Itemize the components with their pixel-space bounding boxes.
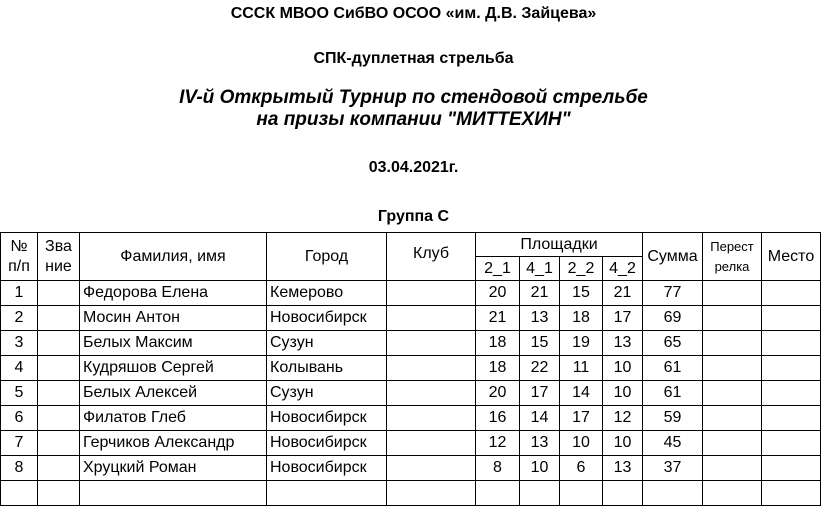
cell-place bbox=[762, 381, 821, 406]
cell-station-2-1: 20 bbox=[476, 281, 520, 306]
cell-sum bbox=[643, 481, 703, 506]
cell-num: 3 bbox=[1, 331, 38, 356]
cell-num: 5 bbox=[1, 381, 38, 406]
cell-place bbox=[762, 456, 821, 481]
cell-station-2-1: 16 bbox=[476, 406, 520, 431]
cell-station-2-1: 12 bbox=[476, 431, 520, 456]
cell-station-4-2: 21 bbox=[603, 281, 643, 306]
cell-city bbox=[267, 481, 387, 506]
header-stations: Площадки bbox=[476, 233, 643, 257]
cell-station-2-2: 14 bbox=[560, 381, 603, 406]
cell-sum: 45 bbox=[643, 431, 703, 456]
cell-rank bbox=[38, 456, 80, 481]
cell-station-4-1: 15 bbox=[520, 331, 560, 356]
tournament-title-line2: на призы компании "МИТТЕХИН" bbox=[256, 109, 571, 130]
cell-station-2-2: 17 bbox=[560, 406, 603, 431]
cell-shootoff bbox=[703, 331, 762, 356]
cell-num: 8 bbox=[1, 456, 38, 481]
group-title: Группа С bbox=[377, 208, 450, 225]
header-place: Место bbox=[762, 233, 821, 281]
cell-club bbox=[387, 356, 476, 381]
cell-club bbox=[387, 456, 476, 481]
cell-shootoff bbox=[703, 281, 762, 306]
cell-station-4-2: 13 bbox=[603, 331, 643, 356]
header-station-4-1: 4_1 bbox=[520, 257, 560, 281]
cell-place bbox=[762, 306, 821, 331]
cell-name: Белых Максим bbox=[80, 331, 267, 356]
header-num: № п/п bbox=[1, 233, 38, 281]
cell-station-4-2: 13 bbox=[603, 456, 643, 481]
cell-club bbox=[387, 406, 476, 431]
cell-station-4-1: 10 bbox=[520, 456, 560, 481]
cell-shootoff bbox=[703, 356, 762, 381]
cell-sum: 77 bbox=[643, 281, 703, 306]
cell-station-4-2: 12 bbox=[603, 406, 643, 431]
event-date: 03.04.2021г. bbox=[368, 159, 459, 176]
cell-station-2-1: 8 bbox=[476, 456, 520, 481]
cell-name: Мосин Антон bbox=[80, 306, 267, 331]
cell-num: 4 bbox=[1, 356, 38, 381]
table-row bbox=[1, 331, 821, 356]
header-station-2-2: 2_2 bbox=[560, 257, 603, 281]
tournament-title-line1: IV-й Открытый Турнир по стендовой стрельбе bbox=[179, 87, 648, 108]
cell-station-4-2 bbox=[603, 481, 643, 506]
cell-station-4-1: 14 bbox=[520, 406, 560, 431]
cell-name: Герчиков Александр bbox=[80, 431, 267, 456]
cell-station-4-1: 17 bbox=[520, 381, 560, 406]
cell-club bbox=[387, 306, 476, 331]
cell-station-2-1 bbox=[476, 481, 520, 506]
table-row bbox=[1, 456, 821, 481]
cell-club bbox=[387, 381, 476, 406]
cell-station-2-1: 20 bbox=[476, 381, 520, 406]
cell-num: 2 bbox=[1, 306, 38, 331]
cell-club bbox=[387, 481, 476, 506]
cell-rank bbox=[38, 431, 80, 456]
cell-station-4-1: 13 bbox=[520, 431, 560, 456]
cell-station-4-2: 10 bbox=[603, 381, 643, 406]
cell-station-2-1: 18 bbox=[476, 331, 520, 356]
organization-title: СССК МВОО СибВО ОСОО «им. Д.В. Зайцева» bbox=[230, 5, 597, 22]
cell-city: Новосибирск bbox=[267, 456, 387, 481]
cell-sum: 37 bbox=[643, 456, 703, 481]
cell-station-4-1: 22 bbox=[520, 356, 560, 381]
cell-name: Филатов Глеб bbox=[80, 406, 267, 431]
cell-sum: 61 bbox=[643, 381, 703, 406]
cell-shootoff bbox=[703, 431, 762, 456]
results-table bbox=[0, 232, 821, 506]
cell-city: Новосибирск bbox=[267, 406, 387, 431]
cell-rank bbox=[38, 356, 80, 381]
cell-station-2-2: 10 bbox=[560, 431, 603, 456]
header-city: Город bbox=[267, 233, 387, 281]
cell-place bbox=[762, 356, 821, 381]
cell-station-2-2: 11 bbox=[560, 356, 603, 381]
cell-city: Новосибирск bbox=[267, 306, 387, 331]
cell-station-4-1 bbox=[520, 481, 560, 506]
header-shootoff: Перест релка bbox=[703, 233, 762, 281]
cell-name: Федорова Елена bbox=[80, 281, 267, 306]
cell-place bbox=[762, 431, 821, 456]
cell-place bbox=[762, 406, 821, 431]
cell-place bbox=[762, 331, 821, 356]
cell-sum: 65 bbox=[643, 331, 703, 356]
header-station-4-2: 4_2 bbox=[603, 257, 643, 281]
cell-rank bbox=[38, 331, 80, 356]
cell-station-2-2: 15 bbox=[560, 281, 603, 306]
cell-num bbox=[1, 481, 38, 506]
table-row bbox=[1, 281, 821, 306]
cell-place bbox=[762, 481, 821, 506]
cell-club bbox=[387, 281, 476, 306]
cell-sum: 59 bbox=[643, 406, 703, 431]
cell-sum: 61 bbox=[643, 356, 703, 381]
header-rank: Зва ние bbox=[38, 233, 80, 281]
cell-station-2-2 bbox=[560, 481, 603, 506]
cell-station-2-2: 18 bbox=[560, 306, 603, 331]
table-row bbox=[1, 481, 821, 506]
cell-name: Хруцкий Роман bbox=[80, 456, 267, 481]
header-name: Фамилия, имя bbox=[80, 233, 267, 281]
cell-station-4-1: 21 bbox=[520, 281, 560, 306]
cell-shootoff bbox=[703, 456, 762, 481]
table-row bbox=[1, 306, 821, 331]
table-row bbox=[1, 356, 821, 381]
cell-name: Кудряшов Сергей bbox=[80, 356, 267, 381]
header-station-2-1: 2_1 bbox=[476, 257, 520, 281]
cell-station-2-1: 21 bbox=[476, 306, 520, 331]
cell-shootoff bbox=[703, 481, 762, 506]
cell-rank bbox=[38, 381, 80, 406]
cell-station-4-2: 10 bbox=[603, 431, 643, 456]
header-sum: Сумма bbox=[643, 233, 703, 281]
cell-city: Колывань bbox=[267, 356, 387, 381]
discipline-title: СПК-дуплетная стрельба bbox=[313, 50, 514, 67]
cell-station-4-1: 13 bbox=[520, 306, 560, 331]
cell-rank bbox=[38, 281, 80, 306]
cell-station-4-2: 17 bbox=[603, 306, 643, 331]
cell-rank bbox=[38, 306, 80, 331]
cell-shootoff bbox=[703, 381, 762, 406]
cell-city: Кемерово bbox=[267, 281, 387, 306]
cell-station-2-2: 19 bbox=[560, 331, 603, 356]
header-club: Клуб bbox=[387, 233, 476, 281]
cell-station-4-2: 10 bbox=[603, 356, 643, 381]
cell-city: Сузун bbox=[267, 381, 387, 406]
cell-sum: 69 bbox=[643, 306, 703, 331]
cell-name: Белых Алексей bbox=[80, 381, 267, 406]
cell-station-2-1: 18 bbox=[476, 356, 520, 381]
cell-name bbox=[80, 481, 267, 506]
cell-shootoff bbox=[703, 406, 762, 431]
cell-place bbox=[762, 281, 821, 306]
cell-club bbox=[387, 331, 476, 356]
table-row bbox=[1, 406, 821, 431]
cell-rank bbox=[38, 481, 80, 506]
cell-num: 6 bbox=[1, 406, 38, 431]
cell-rank bbox=[38, 406, 80, 431]
table-row bbox=[1, 381, 821, 406]
table-row bbox=[1, 431, 821, 456]
cell-club bbox=[387, 431, 476, 456]
cell-num: 7 bbox=[1, 431, 38, 456]
cell-city: Новосибирск bbox=[267, 431, 387, 456]
cell-station-2-2: 6 bbox=[560, 456, 603, 481]
cell-num: 1 bbox=[1, 281, 38, 306]
cell-shootoff bbox=[703, 306, 762, 331]
cell-city: Сузун bbox=[267, 331, 387, 356]
